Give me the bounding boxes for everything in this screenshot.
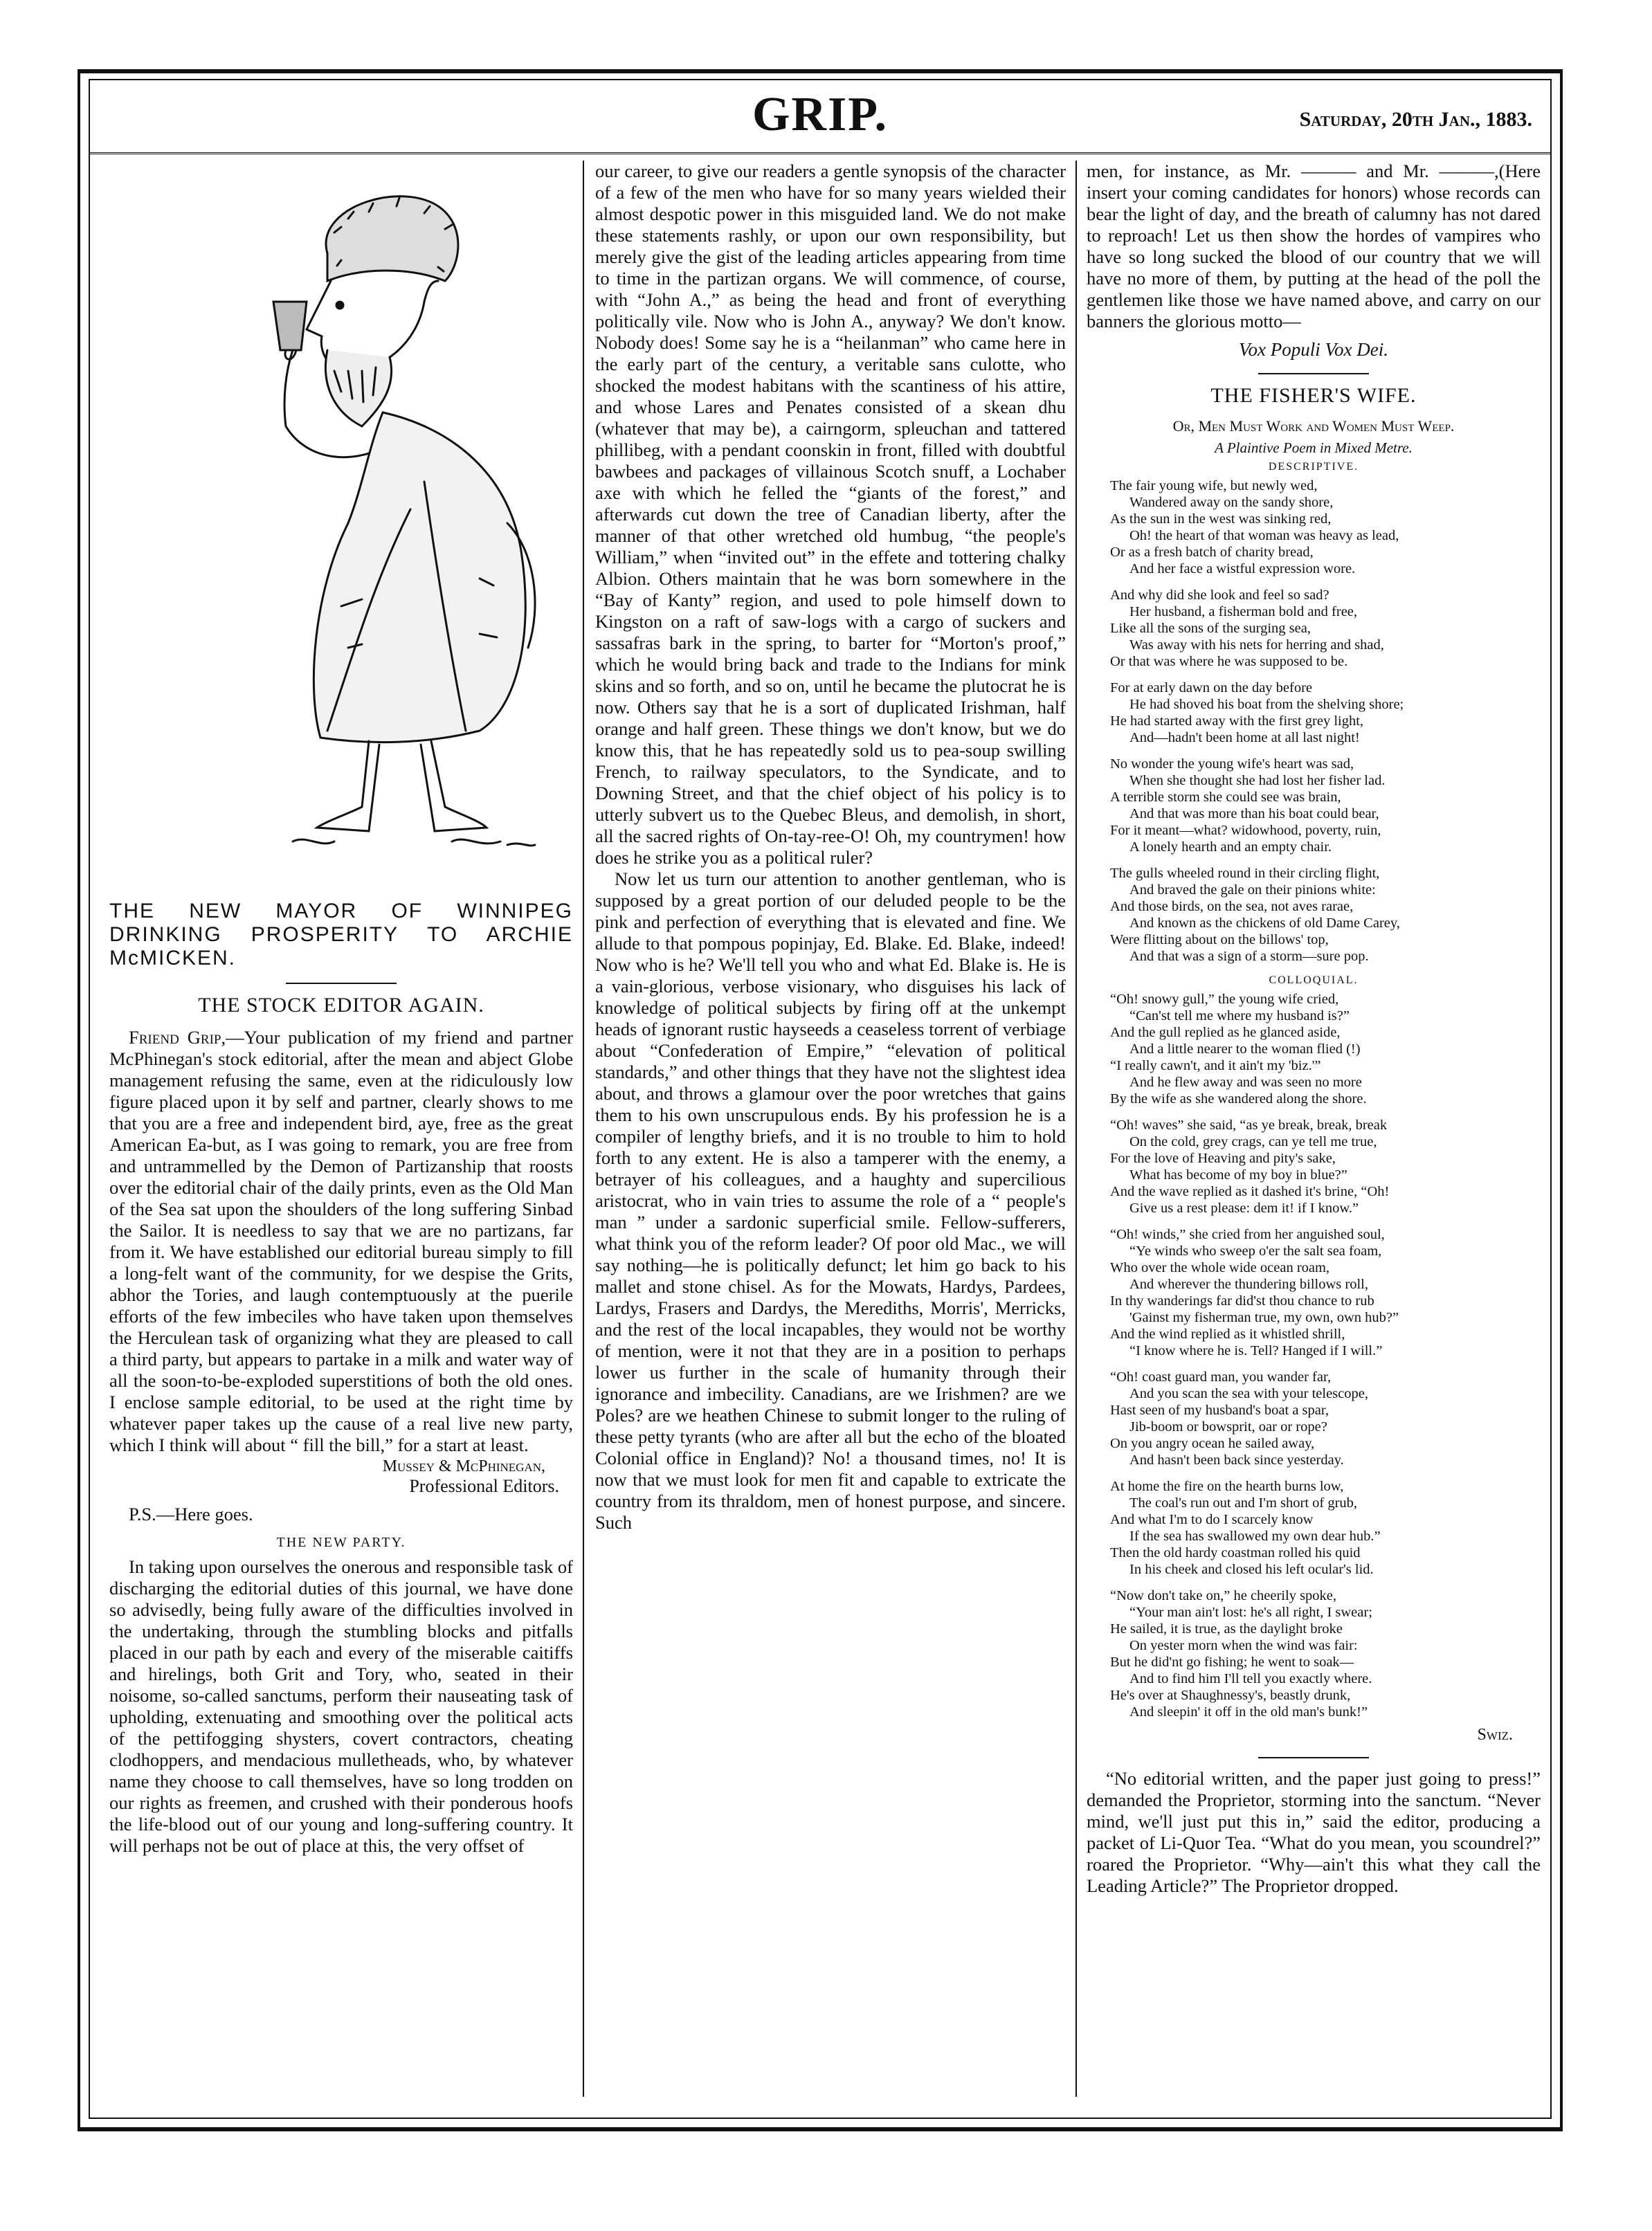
- poem-line: A lonely hearth and an empty chair.: [1129, 839, 1332, 855]
- poem-line: And sleepin' it off in the old man's bunk!”: [1129, 1704, 1368, 1720]
- poem-line: He sailed, it is true, as the daylight broke: [1110, 1621, 1343, 1637]
- poem-line: Like all the sons of the surging sea,: [1110, 621, 1311, 636]
- poem-line: “Oh! winds,” she cried from her anguished soul,: [1110, 1227, 1385, 1242]
- poem-line: He had started away with the first grey light,: [1110, 713, 1364, 729]
- poem-line: And those birds, on the sea, not aves rarae,: [1110, 899, 1354, 914]
- poem-line: As the sun in the west was sinking red,: [1110, 511, 1332, 527]
- poem-line: When she thought she had lost her fisher lad.: [1129, 773, 1386, 788]
- poem-line: Were flitting about on the billows' top,: [1110, 932, 1329, 947]
- article-paragraph: In taking upon ourselves the onerous and responsible task of discharging the editorial duties of this journal, we have done so advisedly, being fully aware of the difficulties involved in the undertaking, through the stumbling blocks and pitfalls placed in our path by each and every of the miserable caitiffs and hirelings, both Grit and Tory, who, seated in their noisome, so-called sanctums, perform their nauseating task of upholding, extenuating and smoothing over the political acts of the pettifogging shysters, covert contractors, cheating clodhoppers, and mendacious mulletheads, who, by whatever name they choose to call themselves, have so long trodden on our rights as freemen, and crushed with their ponderous hoofs the life-blood out of our young and long-suffering country. It will perhaps not be out of place at this, the very offset of: [109, 1556, 573, 1856]
- poem-stanza: [1110, 477, 1541, 577]
- poem-line: And wherever the thundering billows roll,: [1129, 1277, 1369, 1292]
- poem-part-descriptive: [1110, 477, 1541, 965]
- poem-stanza: [1110, 1478, 1541, 1578]
- motto: Vox Populi Vox Dei.: [1239, 339, 1388, 360]
- poem-signature: Swiz.: [1477, 1726, 1513, 1744]
- poem-stanza: [1110, 1587, 1541, 1720]
- poem-line: If the sea has swallowed my own dear hub.”: [1129, 1529, 1381, 1544]
- poem-line: The fair young wife, but newly wed,: [1110, 478, 1318, 493]
- poem-line: What has become of my boy in blue?”: [1129, 1167, 1347, 1183]
- poem-stanza: [1110, 1226, 1541, 1359]
- letter-body: [109, 1027, 573, 1456]
- poem-line: At home the fire on the hearth burns low,: [1110, 1479, 1344, 1494]
- poem-line: And you scan the sea with your telescope,: [1129, 1386, 1368, 1401]
- poem-stanza: [1110, 865, 1541, 965]
- letter-salutation: Friend Grip,: [129, 1027, 226, 1048]
- poem-line: Or that was where he was supposed to be.: [1110, 654, 1348, 669]
- poem-line: “Oh! coast guard man, you wander far,: [1110, 1369, 1332, 1385]
- poem-line: The coal's run out and I'm short of grub,: [1129, 1495, 1358, 1511]
- poem-line: Was away with his nets for herring and shad,: [1129, 637, 1384, 653]
- poem-line: On the cold, grey crags, can ye tell me true,: [1129, 1134, 1377, 1149]
- poem-line: He had shoved his boat from the shelving shore;: [1129, 697, 1404, 712]
- poem-line: Hast seen of my husband's boat a spar,: [1110, 1403, 1329, 1418]
- page-frame: [89, 79, 1552, 2119]
- poem-line: 'Gainst my fisherman true, my own, own hub?”: [1129, 1310, 1399, 1325]
- poem-line: No wonder the young wife's heart was sad,: [1110, 756, 1354, 772]
- poem-line: “Oh! snowy gull,” the young wife cried,: [1110, 992, 1339, 1007]
- column-one: [109, 161, 573, 2097]
- column-two: [595, 161, 1066, 2097]
- illustration-caption: THE NEW MAYOR OF WINNIPEG DRINKING PROSPERITY TO ARCHIE McMICKEN.: [109, 900, 573, 969]
- section-divider: [286, 983, 397, 984]
- poem-line: For at early dawn on the day before: [1110, 680, 1313, 695]
- article-title: THE STOCK EDITOR AGAIN.: [198, 994, 484, 1017]
- poem-line: And he flew away and was seen no more: [1129, 1075, 1362, 1090]
- poem-line: But he did'nt go fishing; he went to soak—: [1110, 1655, 1354, 1670]
- poem-line: For the love of Heaving and pity's sake,: [1110, 1151, 1336, 1166]
- poem-line: And what I'm to do I scarcely know: [1110, 1512, 1314, 1527]
- poem-tagline: A Plaintive Poem in Mixed Metre.: [1215, 439, 1413, 456]
- poem-line: And why did she look and feel so sad?: [1110, 588, 1329, 603]
- poem-line: And hasn't been back since yesterday.: [1129, 1453, 1344, 1468]
- poem-subtitle: Or, Men Must Work and Women Must Weep.: [1172, 417, 1455, 435]
- poem-line: Who over the whole wide ocean roam,: [1110, 1260, 1330, 1275]
- letter-text: —Your publication of my friend and partner McPhinegan's stock editorial, after the mean and abject Globe management refusing the same, even at the ridiculously low figure placed upon it by self and partner, clearly shows to me that you are a free and independent bird, aye, free as the great American Ea-but, as I was going to remark, you are free from and untrammelled by the Demon of Partizanship that roosts over the editorial chair of the daily prints, even as the Old Man of the Sea sat upon the shoulders of the long suffering Sinbad the Sailor. It is needless to say that we are no partizans, far from it. We have established our editorial bureau simply to fill a long-felt want of the community, for we despise the Grits, abhor the Tories, and laugh contemptuously at the puerile efforts of the few imbeciles who have taken upon themselves the Herculean task of organizing what they are pleased to call a third party, but appears to partake in a milk and water way of all the soon-to-be-exploded superstitions of both the old ones. I enclose sample editorial, to be used at the right time by whatever paper takes up the cause of a real live new party, which I think will about “ fill the bill,” for a start at least.: [109, 1027, 573, 1455]
- poem-line: Oh! the heart of that woman was heavy as lead,: [1129, 528, 1399, 543]
- article-paragraph: Now let us turn our attention to another gentleman, who is supposed by a great portion of our deluded people to be the pink and perfection of everything that is elevated and fine. We allude to that pompous popinjay, Ed. Blake. Ed. Blake, indeed! Now who is he? We'll tell you who and what Ed. Blake is. He is a vain-glorious, verbose visionary, who disguises his lack of knowledge of political subjects by firing off at the unkempt heads of ignorant rustic hayseeds a ceaseless torrent of verbiage about “Confederation of Empire,” “elevation of political standards,” and other things that they have not the slightest idea about, and throws a glamour over the poor wretches that gains them to his own unscrupulous ends. By his profession he is a compiler of lengthy briefs, and it is no trouble to him to hold forth to any extent. He is also a tamperer with the enemy, a betrayer of his colleagues, and a haughty and supercilious aristocrat, who in vain tries to assume the role of a “ people's man ” under a sardonic superficial smile. Fellow-sufferers, what think you of the reform leader? Of poor old Mac., we will say nothing—he is politically defunct; let him go back to his mallet and stone chisel. As for the Mowats, Hardys, Pardees, Lardys, Frasers and Dardys, the Merediths, Morris', Merricks, and the rest of the local incapables, they would not be worthy of mention, were it not that they are in a position to perhaps lower us further in the scale of humanity through their ignorance and imbecility. Canadians, are we Irishmen? are we Poles? are we heathen Chinese to submit longer to the ruling of these petty tyrants (who are after all but the echo of the bloated Colonial office in England)? No! a thousand times, no! It is now that we must look for men fit and capable to extricate the country from its thraldom, men of honest purpose, and sincere. Such: [595, 868, 1066, 1533]
- poem-line: Then the old hardy coastman rolled his quid: [1110, 1545, 1361, 1560]
- poem-line: On yester morn when the wind was fair:: [1129, 1638, 1358, 1653]
- newspaper-page: [78, 69, 1563, 2131]
- subheading: THE NEW PARTY.: [276, 1535, 406, 1550]
- poem-line: And braved the gale on their pinions white:: [1129, 882, 1376, 898]
- poem-line: And known as the chickens of old Dame Carey,: [1129, 916, 1400, 931]
- poem-line: And that was a sign of a storm—sure pop.: [1129, 949, 1369, 964]
- poem-line: The gulls wheeled round in their circling flight,: [1110, 866, 1380, 881]
- poem-line: By the wife as she wandered along the shore.: [1110, 1091, 1367, 1107]
- section-divider: [1258, 373, 1369, 374]
- column-three: [1087, 161, 1541, 2097]
- poem-line: He's over at Shaughnessy's, beastly drunk,: [1110, 1688, 1351, 1703]
- poem-stanza: [1110, 991, 1541, 1107]
- poem-section-label: COLLOQUIAL.: [1269, 974, 1359, 986]
- poem-line: In his cheek and closed his left ocular's lid.: [1129, 1562, 1374, 1577]
- poem-line: A terrible storm she could see was brain,: [1110, 790, 1341, 805]
- masthead-title: GRIP.: [752, 88, 889, 141]
- poem-line: And her face a wistful expression wore.: [1129, 561, 1356, 576]
- poem-line: Her husband, a fisherman bold and free,: [1129, 604, 1358, 619]
- poem-line: “Can'st tell me where my husband is?”: [1129, 1008, 1350, 1023]
- poem-stanza: [1110, 756, 1541, 855]
- poem-line: For it meant—what? widowhood, poverty, ruin,: [1110, 823, 1381, 838]
- poem-stanza: [1110, 587, 1541, 670]
- poem-section-label: DESCRIPTIVE.: [1268, 461, 1359, 473]
- poem-line: And the wind replied as it whistled shrill,: [1110, 1327, 1345, 1342]
- masthead-date: Saturday, 20th Jan., 1883.: [1299, 108, 1532, 131]
- poem-line: In thy wanderings far did'st thou chance to rub: [1110, 1293, 1374, 1309]
- poem-line: “I know where he is. Tell? Hanged if I will.”: [1129, 1343, 1383, 1358]
- poem-stanza: [1110, 1117, 1541, 1217]
- letter-signature: Mussey & McPhinegan,: [382, 1457, 545, 1475]
- closing-paragraph: “No editorial written, and the paper just going to press!” demanded the Proprietor, storming into the sanctum. “Never mind, we'll just put this in,” said the editor, producing a packet of Li-Quor Tea. “What do you mean, you scoundrel?” roared the Proprietor. “Why—ain't this what they call the Leading Article?” The Proprietor dropped.: [1087, 1768, 1541, 1896]
- poem-line: “Your man ain't lost: he's all right, I swear;: [1129, 1605, 1372, 1620]
- poem-line: And—hadn't been home at all last night!: [1129, 730, 1360, 745]
- letter-signature-title: Professional Editors.: [409, 1476, 559, 1496]
- poem-line: “I really cawn't, and it ain't my 'biz.'”: [1110, 1058, 1321, 1073]
- poem-line: “Now don't take on,” he cheerily spoke,: [1110, 1588, 1337, 1603]
- poem-line: Give us a rest please: dem it! if I know.”: [1129, 1201, 1359, 1216]
- poem-line: And that was more than his boat could bear,: [1129, 806, 1379, 821]
- poem-title: THE FISHER'S WIFE.: [1210, 384, 1417, 407]
- poem-line: Wandered away on the sandy shore,: [1129, 495, 1334, 510]
- poem-line: And a little nearer to the woman flied (!): [1129, 1041, 1361, 1057]
- column-rule: [583, 161, 584, 2097]
- poem-line: And the wave replied as it dashed it's brine, “Oh!: [1110, 1184, 1390, 1199]
- column-rule: [1075, 161, 1077, 2097]
- poem-stanza: [1110, 680, 1541, 746]
- postscript: P.S.—Here goes.: [129, 1504, 253, 1524]
- poem-line: And to find him I'll tell you exactly where.: [1129, 1671, 1372, 1686]
- poem-line: Or as a fresh batch of charity bread,: [1110, 545, 1314, 560]
- masthead: [90, 80, 1550, 154]
- poem-line: On you angry ocean he sailed away,: [1110, 1436, 1315, 1451]
- poem-stanza: [1110, 1369, 1541, 1468]
- article-paragraph: men, for instance, as Mr. ——— and Mr. ———,(Here insert your coming candidates for honors) whose records can bear the light of day, and the breath of calumny has not dared to reproach! Let us then show the hordes of vampires who have so long sucked the blood of our country that we will have no more of them, by putting at the head of the poll the gentlemen like those we have named above, and carry on our banners the glorious motto—: [1087, 161, 1541, 331]
- poem-line: “Oh! waves” she said, “as ye break, break, break: [1110, 1118, 1388, 1133]
- article-paragraph: our career, to give our readers a gentle synopsis of the character of a few of the men who have for so many years wielded their almost despotic power in this misguided land. We do not make these statements rashly, or upon our own responsibility, but merely give the gist of the leading articles appearing from time to time in the partizan organs. We will commence, of course, with “John A.,” as being the head and front of everything politically vile. Now who is John A., anyway? We don't know. Nobody does! Some say he is a “heilanman” who came here in the early part of the century, a veritable sans culotte, who shocked the modest habitans with the scantiness of his attire, and whose Lares and Penates consisted of a skean dhu (whatever that may be), a cairngorm, spleuchan and tattered phillibeg, with a pendant coonskin in front, filled with doubtful bawbees and packages of villainous Scotch snuff, a Lochaber axe with which he felled the “giants of the forest,” and afterwards cut down the tree of Canadian liberty, after the manner of that other wretched old humbug, “the people's William,” when “invited out” in the effete and tottering chalky Albion. Others maintain that he was born somewhere in the “Bay of Kanty” region, and used to pole himself down to Kingston on a raft of saw-logs with a cargo of suckers and sassafras bark in the spring, to barter for “Morton's proof,” which he would bring back and trade to the Indians for mink skins and so forth, and so on, until he became the plutocrat he is now. Others say that he is a sort of duplicated Irishman, half orange and half green. These things we don't know, but we do know this, that he has repeatedly sold us to pea-soup swilling French, to railway speculators, to the Syndicate, and to Downing Street, and that the chief object of his policy is to utterly subvert us to the Quebec Bleus, and demolish, in short, all the sacred rights of On-tay-ree-O! Oh, my countrymen! how does he strike you as a political ruler?: [595, 161, 1066, 868]
- poem-line: And the gull replied as he glanced aside,: [1110, 1025, 1341, 1040]
- caricature-illustration-icon: [120, 163, 563, 890]
- poem-line: Jib-boom or bowsprit, oar or rope?: [1129, 1419, 1327, 1435]
- section-divider: [1258, 1757, 1369, 1758]
- poem-part-colloquial: [1110, 991, 1541, 1720]
- poem-line: “Ye winds who sweep o'er the salt sea foam,: [1129, 1244, 1382, 1259]
